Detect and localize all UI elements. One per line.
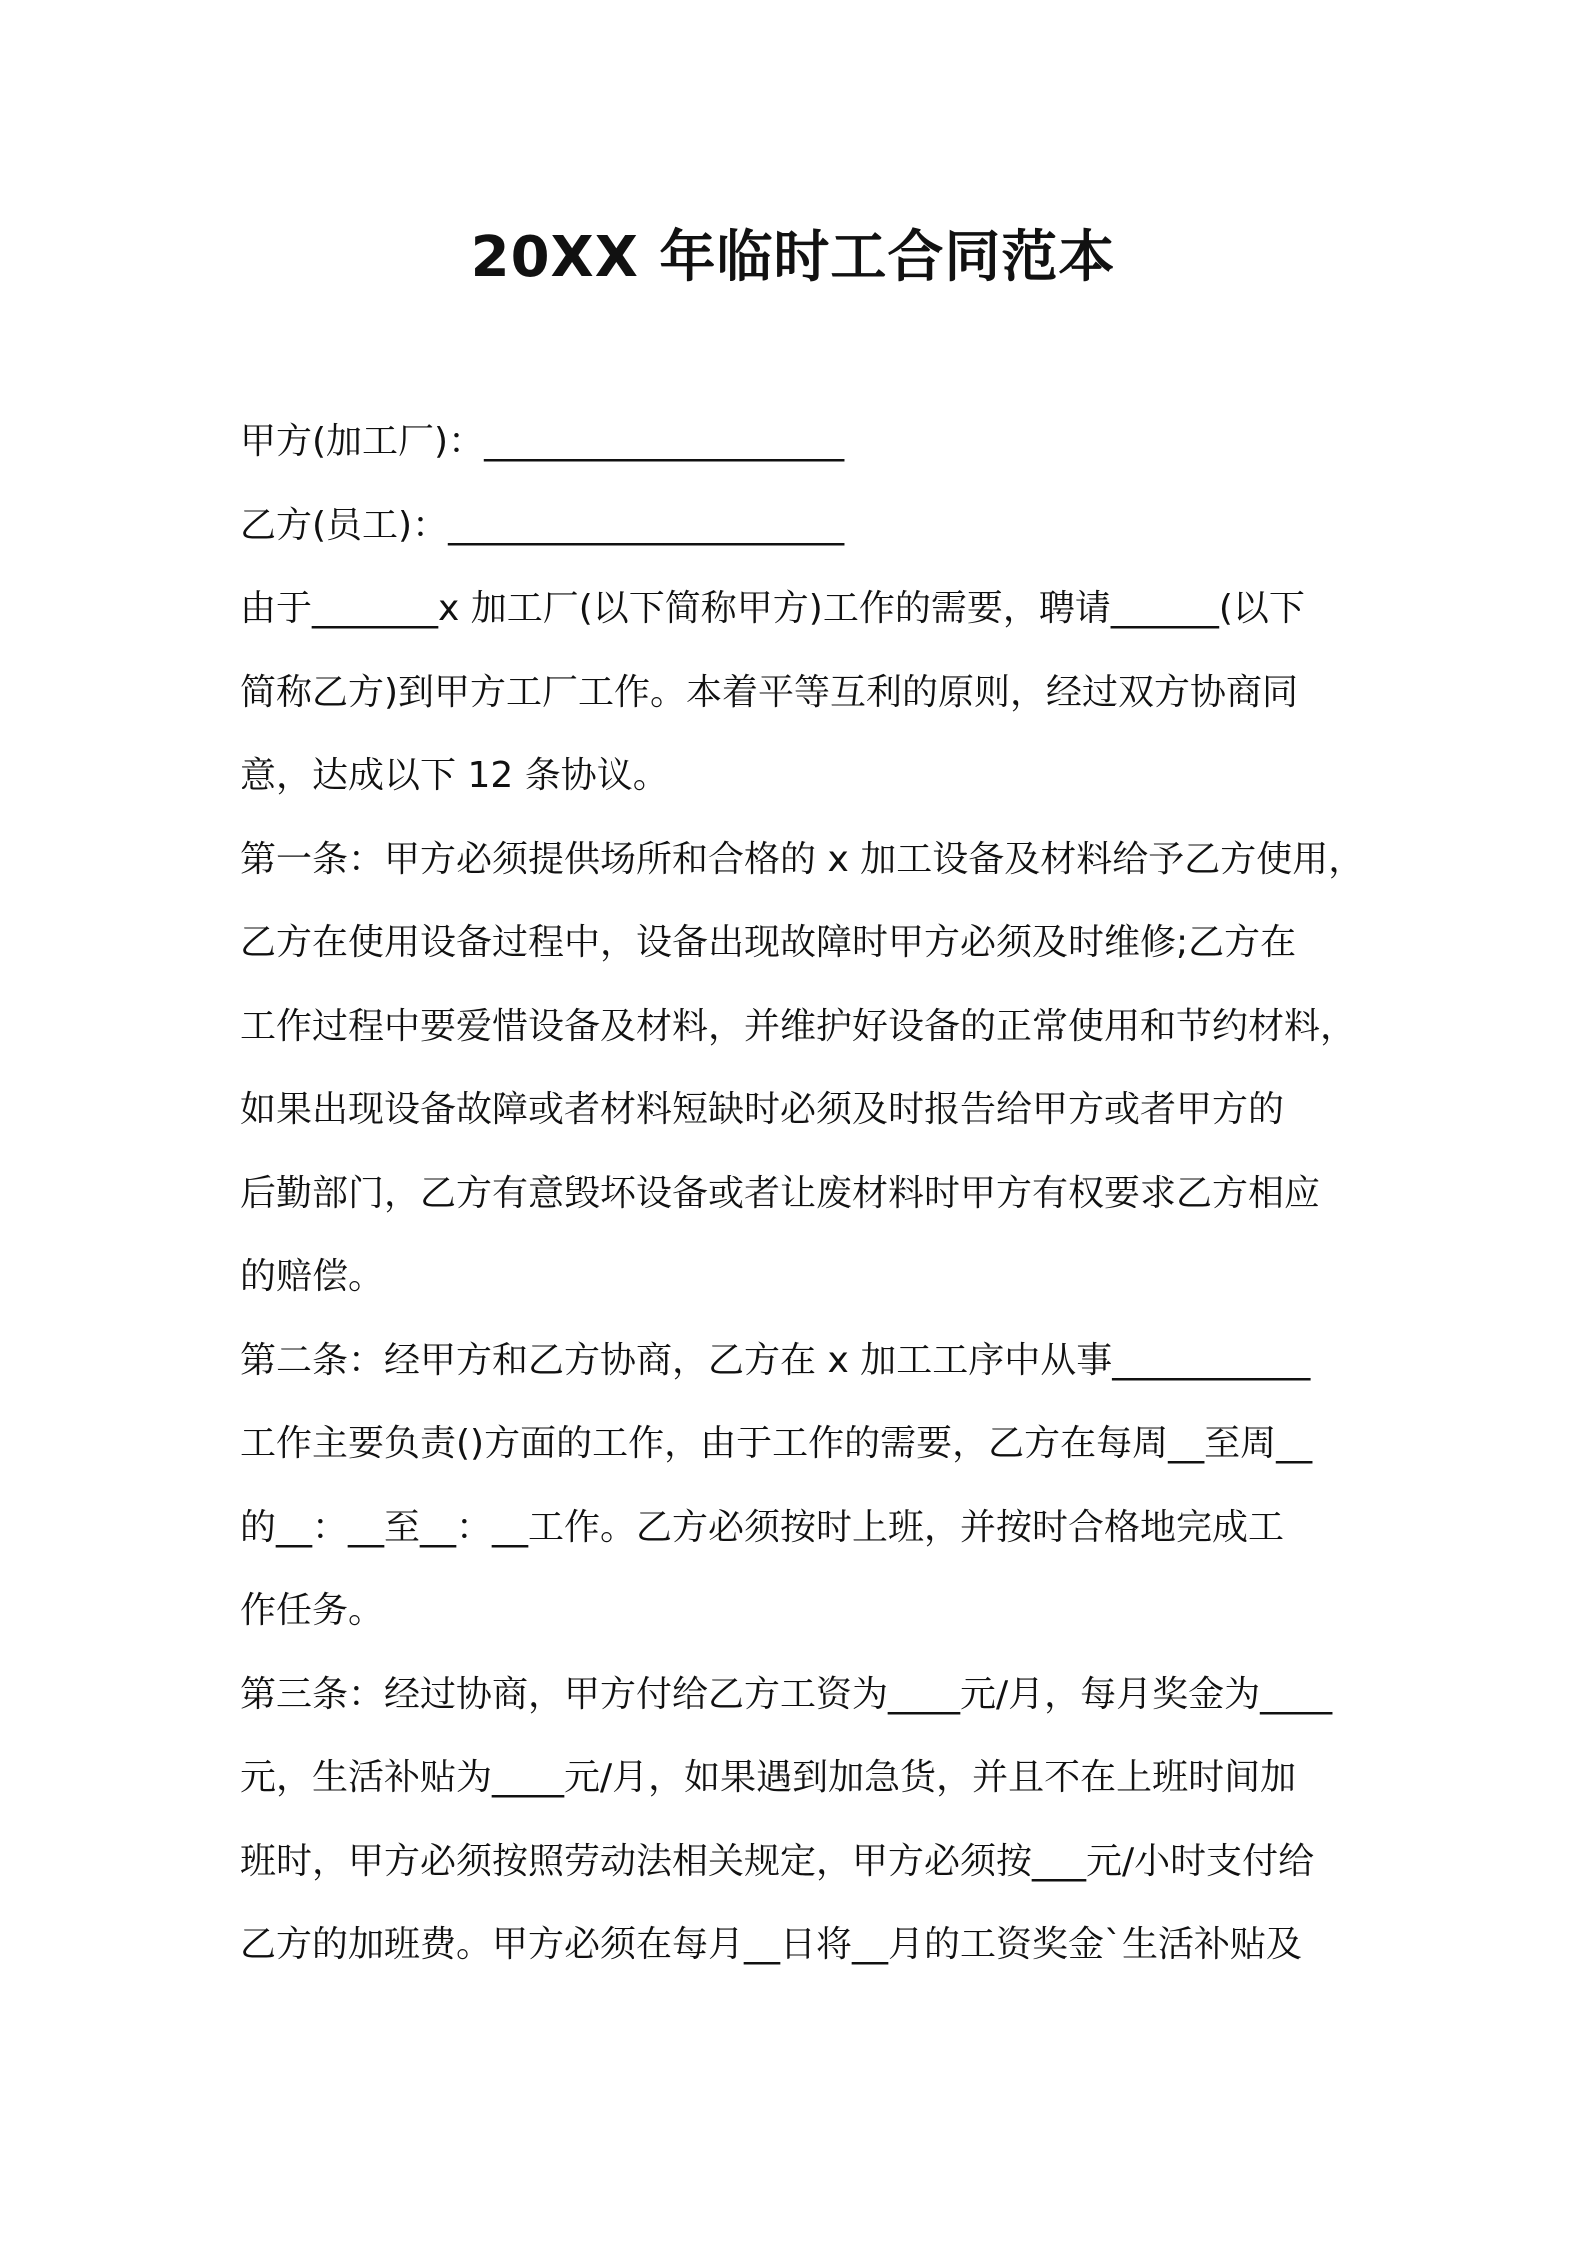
article-1-line: 工作过程中要爱惜设备及材料，并维护好设备的正常使用和节约材料， <box>240 1005 1357 1047</box>
preamble-line: 由于_______x 加工厂(以下简称甲方)工作的需要，聘请______(以下 <box>240 588 1305 629</box>
article-1-line: 后勤部门，乙方有意毁坏设备或者让废材料时甲方有权要求乙方相应 <box>240 1172 1321 1214</box>
preamble-line: 意，达成以下 12 条协议。 <box>240 755 669 796</box>
article-3-line: 元，生活补贴为____元/月，如果遇到加急货，并且不在上班时间加 <box>240 1757 1297 1798</box>
preamble-line: 简称乙方)到甲方工厂工作。本着平等互利的原则，经过双方协商同 <box>240 671 1299 713</box>
article-1-line: 如果出现设备故障或者材料短缺时必须及时报告给甲方或者甲方的 <box>240 1089 1285 1130</box>
article-2-line: 的__：__至__：__工作。乙方必须按时上班，并按时合格地完成工 <box>240 1506 1285 1548</box>
article-2-line: 作任务。 <box>240 1590 385 1631</box>
article-1-line: 第一条：甲方必须提供场所和合格的 x 加工设备及材料给予乙方使用， <box>240 838 1365 880</box>
article-1-line: 的赔偿。 <box>240 1256 385 1297</box>
article-1-line: 乙方在使用设备过程中，设备出现故障时甲方必须及时维修;乙方在 <box>240 922 1297 963</box>
article-2-line: 第二条：经甲方和乙方协商，乙方在 x 加工工序中从事___________ <box>240 1339 1311 1381</box>
document-title: 20XX 年临时工合同范本 <box>470 225 1116 290</box>
article-3-line: 班时，甲方必须按照劳动法相关规定，甲方必须按___元/小时支付给 <box>240 1840 1315 1882</box>
party-b-line: 乙方(员工)：______________________ <box>240 504 845 546</box>
party-a-line: 甲方(加工厂)：____________________ <box>240 421 845 462</box>
article-2-line: 工作主要负责()方面的工作，由于工作的需要，乙方在每周__至周__ <box>240 1423 1313 1464</box>
article-3-line: 乙方的加班费。甲方必须在每月__日将__月的工资奖金`生活补贴及 <box>240 1924 1303 1965</box>
article-3-line: 第三条：经过协商，甲方付给乙方工资为____元/月，每月奖金为____ <box>240 1673 1333 1715</box>
contract-body <box>240 400 1375 1987</box>
